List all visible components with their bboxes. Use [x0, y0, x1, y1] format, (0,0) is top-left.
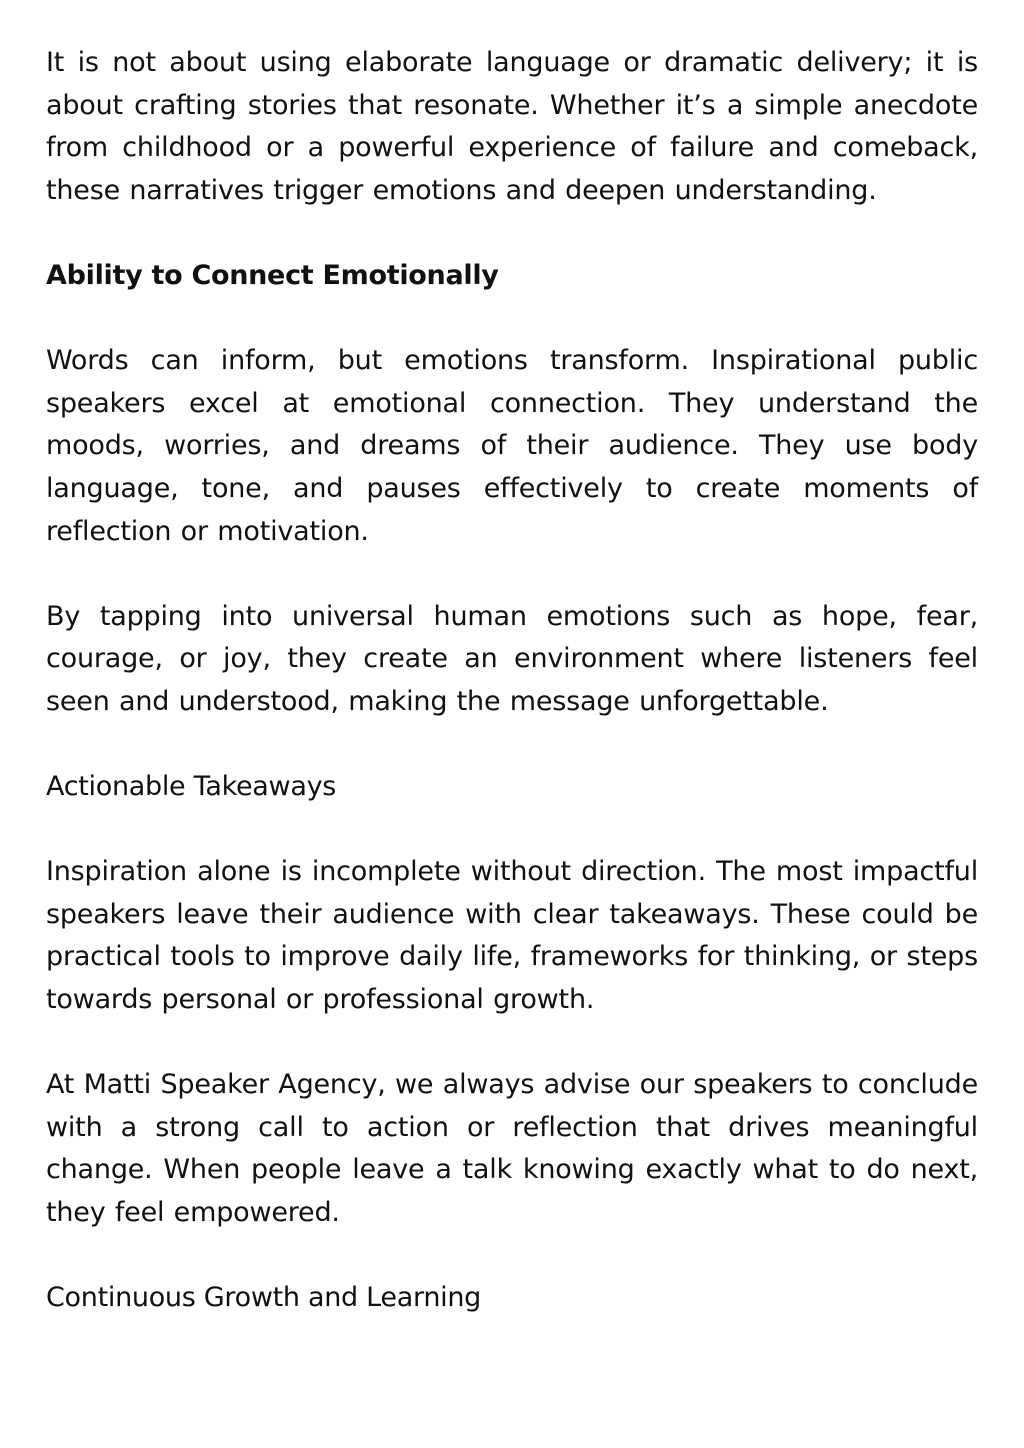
document-page [46, 42, 978, 1320]
heading-continuous-growth: Continuous Growth and Learning [46, 1282, 481, 1314]
paragraph-call-to-action: At Matti Speaker Agency, we always advise our speakers to conclude with a strong call to action or reflection that drives meaningful change. When people leave a talk knowing exactly what to do next, they feel empowered. [46, 1069, 978, 1229]
heading-actionable-takeaways: Actionable Takeaways [46, 771, 337, 803]
paragraph-storytelling: It is not about using elaborate language or dramatic delivery; it is about crafting stories that resonate. Whether it’s a simple anecdote from childhood or a powerful experience of failure and comeback, these narratives trigger emotions and deepen understanding. [46, 47, 978, 206]
paragraph-inspiration-direction: Inspiration alone is incomplete without direction. The most impactful speakers leave their audience with clear takeaways. These could be practical tools to improve daily life, frameworks for thinking, or steps towards personal or professional growth. [46, 856, 978, 1016]
heading-connect-emotionally: Ability to Connect Emotionally [46, 259, 499, 291]
paragraph-emotions-transform: Words can inform, but emotions transform. Inspirational public speakers excel at emotional connection. They understand the moods, worries, and dreams of their audience. They use body language, tone, and pauses effectively to create moments of reflection or motivation. [46, 345, 978, 547]
paragraph-universal-emotions: By tapping into universal human emotions such as hope, fear, courage, or joy, they create an environment where listeners feel seen and understood, making the message unforgettable. [46, 600, 978, 717]
